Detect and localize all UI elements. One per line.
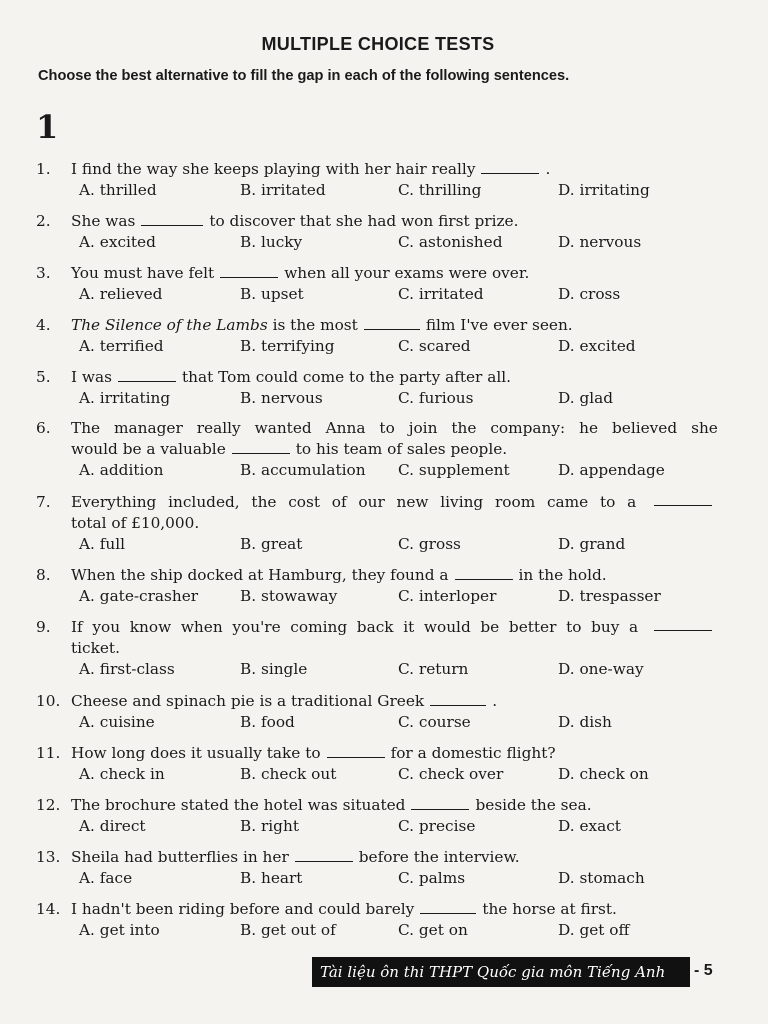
- word: a: [627, 493, 637, 511]
- text-segment: The brochure stated the hotel was situated: [71, 796, 406, 814]
- word: manager: [114, 419, 183, 437]
- answer-option-d: D. irritating: [558, 181, 650, 199]
- question-text: [71, 617, 718, 638]
- word: when: [180, 618, 223, 636]
- question-number: 5.: [36, 368, 51, 386]
- text-segment: film I've ever seen.: [425, 316, 573, 334]
- question-text: [71, 899, 617, 920]
- question-number: 10.: [36, 692, 61, 710]
- answer-options: [36, 388, 726, 409]
- answer-blank: [481, 160, 539, 174]
- word: believed: [611, 419, 678, 437]
- word: Everything: [71, 493, 157, 511]
- question-number: 12.: [36, 796, 61, 814]
- word: coming: [290, 618, 348, 636]
- word: to: [379, 419, 395, 437]
- text-segment: the horse at first.: [482, 900, 617, 918]
- question-item: [36, 743, 726, 785]
- answer-blank: [295, 848, 353, 862]
- text-segment: when all your exams were over.: [284, 264, 530, 282]
- answer-option-a: A. check in: [79, 765, 165, 783]
- text-segment: .: [492, 692, 498, 710]
- footer-banner: Tài liệu ôn thi THPT Quốc gia môn Tiếng Anh: [312, 957, 690, 987]
- answer-option-a: A. irritating: [79, 389, 171, 407]
- answer-option-d: D. stomach: [558, 869, 645, 887]
- answer-option-d: D. trespasser: [558, 587, 661, 605]
- question-line: [36, 743, 726, 764]
- word: new: [396, 493, 429, 511]
- text-segment: I find the way she keeps playing with her hair really: [71, 160, 476, 178]
- answer-option-b: B. nervous: [240, 389, 323, 407]
- word: came: [546, 493, 589, 511]
- word: you: [92, 618, 121, 636]
- question-text: [71, 439, 507, 460]
- answer-option-a: A. addition: [79, 461, 164, 479]
- question-number: 14.: [36, 900, 61, 918]
- answer-options: [36, 336, 726, 357]
- word: The: [71, 419, 101, 437]
- text-segment: that Tom could come to the party after all.: [181, 368, 511, 386]
- text-segment: is the most: [272, 316, 358, 334]
- word: of: [331, 493, 347, 511]
- word: cost: [288, 493, 321, 511]
- question-line: [36, 492, 726, 513]
- question-number: 7.: [36, 493, 51, 511]
- answer-option-a: A. cuisine: [79, 713, 155, 731]
- question-number: 3.: [36, 264, 51, 282]
- word: would: [423, 618, 471, 636]
- answer-option-a: A. face: [79, 869, 133, 887]
- question-number: 1.: [36, 160, 51, 178]
- word: Anna: [325, 419, 366, 437]
- answer-option-b: B. right: [240, 817, 299, 835]
- answer-option-d: D. grand: [558, 535, 626, 553]
- question-text: [71, 418, 718, 439]
- text-segment: I was: [71, 368, 112, 386]
- answer-blank: [430, 692, 486, 706]
- question-line: [36, 847, 726, 868]
- answer-option-c: C. furious: [398, 389, 474, 407]
- question-line: [36, 159, 726, 180]
- answer-option-b: B. great: [240, 535, 303, 553]
- question-text: [71, 847, 520, 868]
- answer-blank: [455, 566, 513, 580]
- question-item: [36, 315, 726, 357]
- question-number: 6.: [36, 419, 51, 437]
- answer-option-c: C. check over: [398, 765, 504, 783]
- answer-option-d: D. cross: [558, 285, 621, 303]
- answer-option-a: A. first-class: [79, 660, 175, 678]
- answer-blank: [232, 440, 290, 454]
- question-line: [36, 638, 726, 659]
- word: to: [566, 618, 582, 636]
- answer-option-d: D. glad: [558, 389, 614, 407]
- question-item: [36, 847, 726, 889]
- question-text: [71, 743, 556, 764]
- answer-blank: [654, 617, 712, 631]
- answer-options: [36, 816, 726, 837]
- question-number: 13.: [36, 848, 61, 866]
- question-item: [36, 795, 726, 837]
- answer-blank: [420, 900, 476, 914]
- answer-option-c: C. palms: [398, 869, 466, 887]
- word: a: [629, 618, 639, 636]
- answer-option-b: B. lucky: [240, 233, 303, 251]
- answer-option-b: B. irritated: [240, 181, 326, 199]
- answer-option-c: C. return: [398, 660, 469, 678]
- question-number: 2.: [36, 212, 51, 230]
- answer-option-c: C. course: [398, 713, 471, 731]
- word: wanted: [254, 419, 312, 437]
- text-segment: to discover that she had won first prize.: [209, 212, 519, 230]
- question-number: 11.: [36, 744, 61, 762]
- question-text: [71, 492, 718, 513]
- word: buy: [591, 618, 620, 636]
- text-segment: Cheese and spinach pie is a traditional Greek: [71, 692, 425, 710]
- word: join: [408, 419, 438, 437]
- answer-option-c: C. thrilling: [398, 181, 482, 199]
- word: she: [691, 419, 718, 437]
- answer-blank: [118, 368, 176, 382]
- question-text: [71, 565, 607, 586]
- question-text: [71, 159, 550, 180]
- question-text: [71, 638, 120, 659]
- answer-option-b: B. stowaway: [240, 587, 338, 605]
- word: really: [196, 419, 241, 437]
- answer-option-b: B. get out of: [240, 921, 336, 939]
- answer-option-c: C. supplement: [398, 461, 510, 479]
- question-text: [71, 367, 511, 388]
- text-segment: She was: [71, 212, 136, 230]
- answer-options: [36, 764, 726, 785]
- answer-option-d: D. get off: [558, 921, 630, 939]
- answer-options: [36, 920, 726, 941]
- question-item: [36, 367, 726, 409]
- word: you're: [232, 618, 281, 636]
- text-segment: for a domestic flight?: [390, 744, 556, 762]
- answer-option-c: C. get on: [398, 921, 468, 939]
- question-line: [36, 315, 726, 336]
- answer-option-c: C. gross: [398, 535, 461, 553]
- question-line: [36, 263, 726, 284]
- answer-blank: [411, 796, 469, 810]
- answer-option-b: B. check out: [240, 765, 337, 783]
- word: he: [579, 419, 599, 437]
- question-number: 9.: [36, 618, 51, 636]
- word: living: [440, 493, 484, 511]
- question-item: [36, 492, 726, 555]
- question-line: [36, 795, 726, 816]
- answer-options: [36, 586, 726, 607]
- question-line: [36, 565, 726, 586]
- answer-blank: [364, 316, 420, 330]
- answer-option-c: C. interloper: [398, 587, 497, 605]
- text-segment: in the hold.: [518, 566, 607, 584]
- answer-options: [36, 712, 726, 733]
- answer-option-b: B. food: [240, 713, 295, 731]
- italic-title: The Silence of the Lambs: [71, 316, 268, 334]
- answer-option-d: D. nervous: [558, 233, 642, 251]
- answer-option-d: D. exact: [558, 817, 621, 835]
- answer-option-d: D. check on: [558, 765, 649, 783]
- question-text: [71, 795, 592, 816]
- question-item: [36, 899, 726, 941]
- page-title: MULTIPLE CHOICE TESTS: [261, 34, 495, 54]
- answer-option-b: B. terrifying: [240, 337, 335, 355]
- answer-options: [36, 868, 726, 889]
- answer-option-d: D. appendage: [558, 461, 665, 479]
- question-line: [36, 513, 726, 534]
- question-text: [71, 691, 497, 712]
- question-line: [36, 211, 726, 232]
- answer-option-d: D. dish: [558, 713, 612, 731]
- text-segment: beside the sea.: [475, 796, 592, 814]
- answer-blank: [220, 264, 278, 278]
- question-item: [36, 691, 726, 733]
- text-segment: total of £10,000.: [71, 514, 200, 532]
- text-segment: When the ship docked at Hamburg, they found a: [71, 566, 449, 584]
- question-item: [36, 211, 726, 253]
- word: better: [508, 618, 557, 636]
- answer-option-a: A. thrilled: [79, 181, 157, 199]
- answer-option-a: A. excited: [79, 233, 156, 251]
- question-line: [36, 439, 726, 460]
- question-text: [71, 211, 518, 232]
- word: our: [358, 493, 385, 511]
- answer-option-b: B. upset: [240, 285, 304, 303]
- answer-option-c: C. astonished: [398, 233, 503, 251]
- page-number: - 5: [694, 962, 713, 979]
- answer-blank: [654, 492, 712, 506]
- answer-option-d: D. excited: [558, 337, 636, 355]
- question-item: [36, 263, 726, 305]
- answer-options: [36, 460, 726, 481]
- word: If: [71, 618, 83, 636]
- text-segment: I hadn't been riding before and could barely: [71, 900, 415, 918]
- question-item: [36, 617, 726, 680]
- word: back: [356, 618, 394, 636]
- text-segment: .: [545, 160, 551, 178]
- text-segment: How long does it usually take to: [71, 744, 321, 762]
- answer-option-a: A. full: [79, 535, 126, 553]
- word: included,: [168, 493, 240, 511]
- answer-options: [36, 180, 726, 201]
- answer-option-c: C. precise: [398, 817, 476, 835]
- text-segment: You must have felt: [71, 264, 215, 282]
- question-number: 4.: [36, 316, 51, 334]
- answer-option-a: A. direct: [79, 817, 146, 835]
- text-segment: to his team of sales people.: [295, 440, 508, 458]
- answer-option-b: B. single: [240, 660, 308, 678]
- question-line: [36, 617, 726, 638]
- question-line: [36, 367, 726, 388]
- word: know: [129, 618, 172, 636]
- word: be: [480, 618, 500, 636]
- answer-options: [36, 232, 726, 253]
- answer-option-d: D. one-way: [558, 660, 644, 678]
- question-line: [36, 899, 726, 920]
- answer-option-b: B. heart: [240, 869, 303, 887]
- answer-options: [36, 284, 726, 305]
- word: to: [599, 493, 616, 511]
- answer-option-c: C. irritated: [398, 285, 484, 303]
- question-item: [36, 159, 726, 201]
- word: company:: [490, 419, 566, 437]
- question-text: [71, 513, 199, 534]
- question-number: 8.: [36, 566, 51, 584]
- word: it: [403, 618, 415, 636]
- word: room: [494, 493, 536, 511]
- answer-options: [36, 534, 726, 555]
- word: the: [451, 419, 477, 437]
- instruction-text: Choose the best alternative to fill the gap in each of the following sentences.: [38, 68, 570, 84]
- answer-option-a: A. get into: [79, 921, 160, 939]
- answer-option-b: B. accumulation: [240, 461, 366, 479]
- answer-blank: [327, 744, 385, 758]
- question-text: [71, 315, 573, 336]
- answer-option-c: C. scared: [398, 337, 471, 355]
- text-segment: before the interview.: [358, 848, 520, 866]
- answer-option-a: A. terrified: [79, 337, 164, 355]
- word: the: [251, 493, 277, 511]
- answer-blank: [141, 212, 203, 226]
- question-item: [36, 418, 726, 481]
- question-line: [36, 691, 726, 712]
- answer-option-a: A. relieved: [79, 285, 163, 303]
- answer-option-a: A. gate-crasher: [79, 587, 199, 605]
- text-segment: would be a valuable: [71, 440, 226, 458]
- question-line: [36, 418, 726, 439]
- text-segment: Sheila had butterflies in her: [71, 848, 289, 866]
- test-number: 1: [36, 108, 59, 146]
- answer-options: [36, 659, 726, 680]
- text-segment: ticket.: [71, 639, 120, 657]
- question-item: [36, 565, 726, 607]
- question-text: [71, 263, 529, 284]
